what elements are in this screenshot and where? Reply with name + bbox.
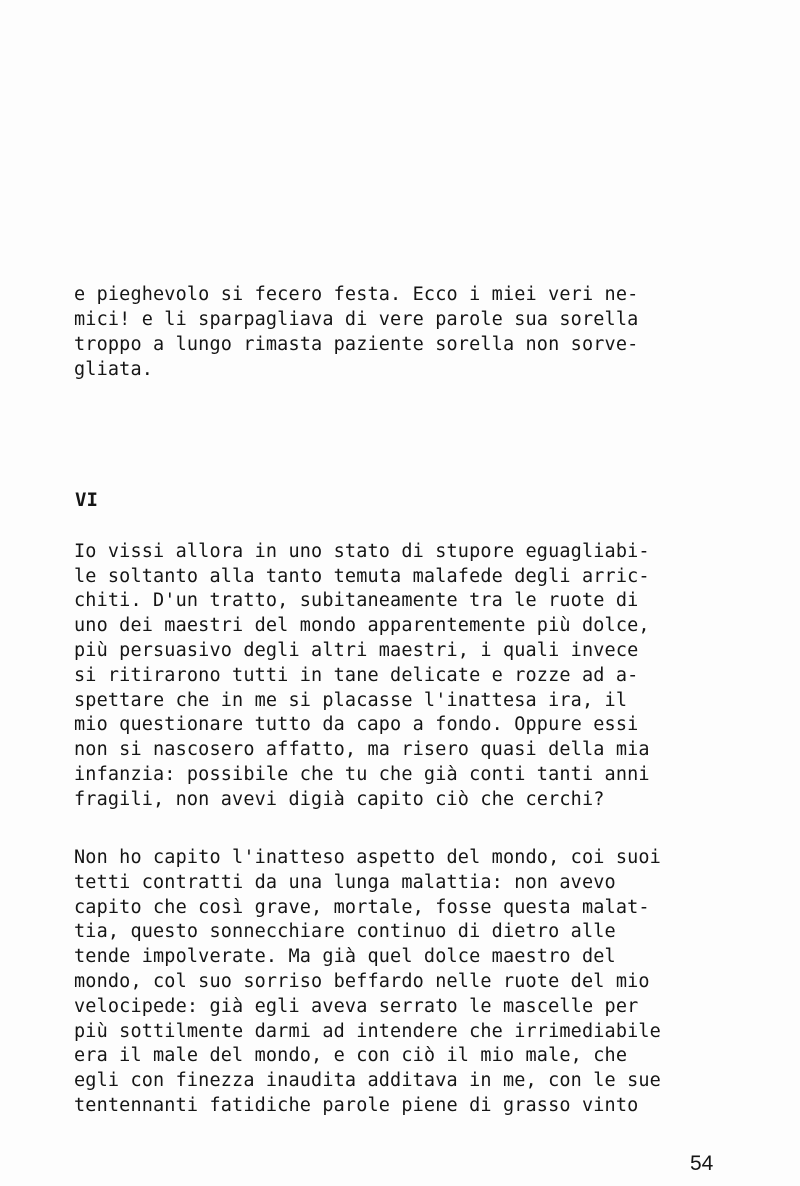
text-line: spettare che in me si placasse l'inattesa ira, il [74,690,628,711]
text-line: Non ho capito l'inatteso aspetto del mondo, coi suoi [74,847,661,868]
text-line: tia, questo sonnecchiare continuo di dietro alle [74,921,616,942]
text-line: mondo, col suo sorriso beffardo nelle ruote del mio [74,971,650,992]
text-line: egli con finezza inaudita additava in me, con le sue [74,1070,661,1091]
text-line: le soltanto alla tanto temuta malafede degli arric- [74,566,650,587]
text-line: infanzia: possibile che tu che già conti tanti anni [74,764,650,785]
text-line: si ritirarono tutti in tane delicate e rozze ad a- [74,665,639,686]
section-heading: VI [75,489,98,511]
text-line: più persuasivo degli altri maestri, i quali invece [74,640,639,661]
text-line: mio questionare tutto da capo a fondo. Oppure essi [74,714,639,735]
text-line: Io vissi allora in uno stato di stupore eguagliabi- [74,541,650,562]
text-line: troppo a lungo rimasta paziente sorella non sorve- [74,334,639,355]
text-line: tende impolverate. Ma già quel dolce maestro del [74,946,616,967]
text-line: mici! e li sparpagliava di vere parole sua sorella [74,309,639,330]
text-line: velocipede: già egli aveva serrato le mascelle per [74,996,639,1017]
text-line: fragili, non avevi digià capito ciò che cerchi? [74,789,605,810]
text-line: capito che così grave, mortale, fosse questa malat- [74,897,650,918]
text-line: gliata. [74,359,154,380]
page-number: 54 [690,1152,714,1175]
text-line: e pieghevolo si fecero festa. Ecco i miei veri ne- [74,284,639,305]
text-line: tetti contratti da una lunga malattia: non avevo [74,872,616,893]
text-line: tentennanti fatidiche parole piene di grasso vinto [74,1095,639,1116]
text-line: non si nascosero affatto, ma risero quasi della mia [74,739,650,760]
text-line: più sottilmente darmi ad intendere che irrimediabile [74,1021,661,1042]
text-line: era il male del mondo, e con ciò il mio male, che [74,1045,628,1066]
text-line: chiti. D'un tratto, subitaneamente tra le ruote di [74,590,639,611]
text-line: uno dei maestri del mondo apparentemente più dolce, [74,615,650,636]
